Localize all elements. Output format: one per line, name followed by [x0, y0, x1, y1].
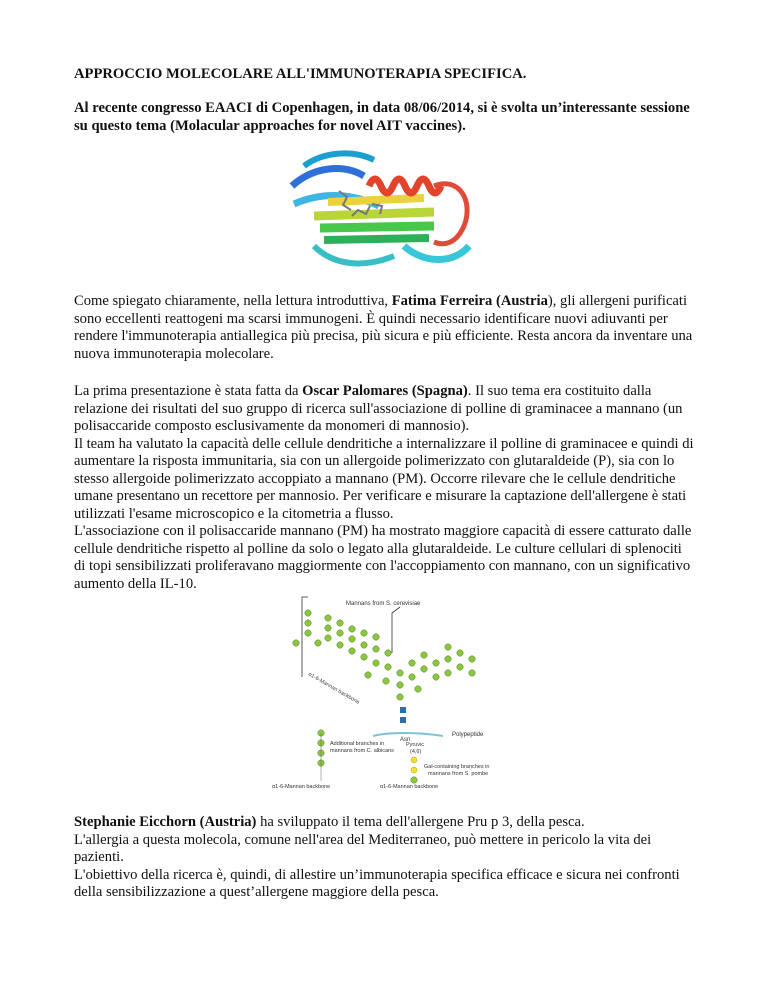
mannose-residue-icon [469, 656, 475, 662]
mannose-residue-icon [421, 666, 427, 672]
paragraph-ferreira [74, 293, 694, 363]
p2-line-1: La prima presentazione è stata fatta da Oscar Palomares (Spagna). Il suo tema era costituito dalla relazione dei risultati del suo gruppo di ricerca sull'associazione di polline di graminacee a mannano (un polisaccaride composto esclusivamente da monomeri di mannosio). [74, 383, 683, 434]
svg-text:· · ·: · · · [424, 258, 440, 269]
mannose-residue-icon [373, 660, 379, 666]
mannose-residue-icon [365, 672, 371, 678]
mannose-residue-icon [293, 640, 299, 646]
mannan-structure-diagram [268, 593, 508, 793]
speaker-ferreira: Fatima Ferreira (Austria [391, 293, 548, 309]
mannose-residue-icon [349, 636, 355, 642]
mannose-residue-icon [337, 642, 343, 648]
mannose-residue-icon [325, 615, 331, 621]
mannose-residue-icon [457, 664, 463, 670]
mannose-residue-icon [361, 654, 367, 660]
mannose-residue-icon [337, 620, 343, 626]
p3-line-1: Stephanie Eicchorn (Austria) ha sviluppato il tema dell'allergene Pru p 3, della pesca. [74, 814, 585, 830]
mannose-residue-icon [409, 674, 415, 680]
label-polypeptide: Polypeptide [452, 732, 484, 738]
p3-line-3: L'obiettivo della ricerca è, quindi, di allestire un’immunoterapia specifica efficace e sicura nei confronti della sensibilizzazione a quest’allergene maggiore della pesca. [74, 866, 680, 900]
mannose-residue-icon [305, 610, 311, 616]
label-asn: Asn [400, 737, 411, 743]
mannose-residue-icon [397, 694, 403, 700]
mannose-residue-icon [397, 682, 403, 688]
mannose-residue-icon [315, 640, 321, 646]
mannose-residue-icon [433, 674, 439, 680]
mannose-residue-icon [361, 642, 367, 648]
label-gal-2: mannans from S. pombe [428, 771, 489, 777]
mannose-residue-icon [415, 686, 421, 692]
mannose-residue-icon [305, 630, 311, 636]
mannose-residue-icon [373, 646, 379, 652]
intro-paragraph: Al recente congresso EAACI di Copenhagen, in data 08/06/2014, si è svolta un’interessante sessione su questo tema (Molacular approaches for novel AIT vaccines). [74, 100, 690, 134]
mannose-residue-icon [457, 650, 463, 656]
mannose-residue-icon [445, 644, 451, 650]
mannose-residue-icon [385, 650, 391, 656]
mannose-residue-icon [385, 664, 391, 670]
p3-line-2: L'allergia a questa molecola, comune nell'area del Mediterraneo, può mettere in pericolo la vita dei pazienti. [74, 831, 652, 865]
document-title: APPROCCIO MOLECOLARE ALL'IMMUNOTERAPIA SPECIFICA. [74, 66, 527, 82]
mannose-residue-icon [397, 670, 403, 676]
mannose-residue-icon [325, 625, 331, 631]
label-gal: Gal-containing branches in [424, 764, 490, 770]
mannose-residue-icon [349, 648, 355, 654]
mannose-residue-icon [433, 660, 439, 666]
paragraph-palomares [74, 383, 694, 593]
mannose-residue-icon [445, 656, 451, 662]
speaker-palomares: Oscar Palomares (Spagna) [302, 383, 468, 399]
label-additional-2: mannans from C. albicans [330, 748, 394, 754]
mannose-residue-icon [361, 630, 367, 636]
mannose-residue-icon [409, 660, 415, 666]
p1-text-pre: Come spiegato chiaramente, nella lettura introduttiva, [74, 293, 392, 309]
mannose-residue-icon [383, 678, 389, 684]
p1-text-post: ), gli allergeni purificati sono eccellenti reattogeni ma scarsi immunogeni. È quindi necessario identificare nuovi adiuvanti per rendere l'immunoterapia antiallegica più precisa, più sicura e più efficiente. Resta ancora da inventare una nuova immunoterapia molecolare. [74, 293, 693, 362]
label-additional: Additional branches in [330, 741, 385, 747]
paragraph-eicchorn [74, 814, 694, 902]
speaker-eicchorn: Stephanie Eicchorn (Austria) [74, 814, 257, 830]
label-backbone: α1-6-Mannan backbone [307, 671, 361, 706]
mannose-residue-icon [411, 777, 417, 783]
protein-structure-image [284, 146, 484, 274]
p2-line-3: L'associazione con il polisaccaride mannano (PM) ha mostrato maggiore capacità di essere catturato dalle cellule dendritiche rispetto al polline da solo o legato alla glutaraldeide. Le culture cellulari di splenociti di topi sensibilizzati proliferavano maggiormente con l'accoppiamento con mannano, con un significativo aumento della IL-10. [74, 523, 692, 592]
mannose-residue-icon [469, 670, 475, 676]
mannose-residue-icon [305, 620, 311, 626]
mannose-residue-icon [445, 670, 451, 676]
label-backbone-left: α1-6-Mannan backbone [272, 784, 331, 790]
mannose-residue-icon [349, 626, 355, 632]
mannose-residue-icon [325, 635, 331, 641]
label-pyruvic: Pyruvic [406, 742, 425, 748]
label-pyruvic-2: (4,6) [410, 749, 422, 755]
mannose-residue-icon [421, 652, 427, 658]
p2-line-2: Il team ha valutato la capacità delle cellule dendritiche a internalizzare il polline di graminacee e quindi di aumentare la risposta immunitaria, sia con un allergoide polimerizzato con glutaraldeide (P), sia con lo stesso allergoide polimerizzato accoppiato a mannano (PM). Occorre rilevare che le cellule dendritiche umane presentano un recettore per mannosio. Per verificare e misurare la captazione dell'allergene è stati utilizzati l'esame microscopico e la citometria a flusso. [74, 435, 694, 522]
mannose-residue-icon [337, 630, 343, 636]
label-top: Mannans from S. cerevisiae [346, 601, 421, 607]
mannose-residue-icon [373, 634, 379, 640]
label-backbone-right: α1-6-Mannan backbone [380, 784, 439, 790]
